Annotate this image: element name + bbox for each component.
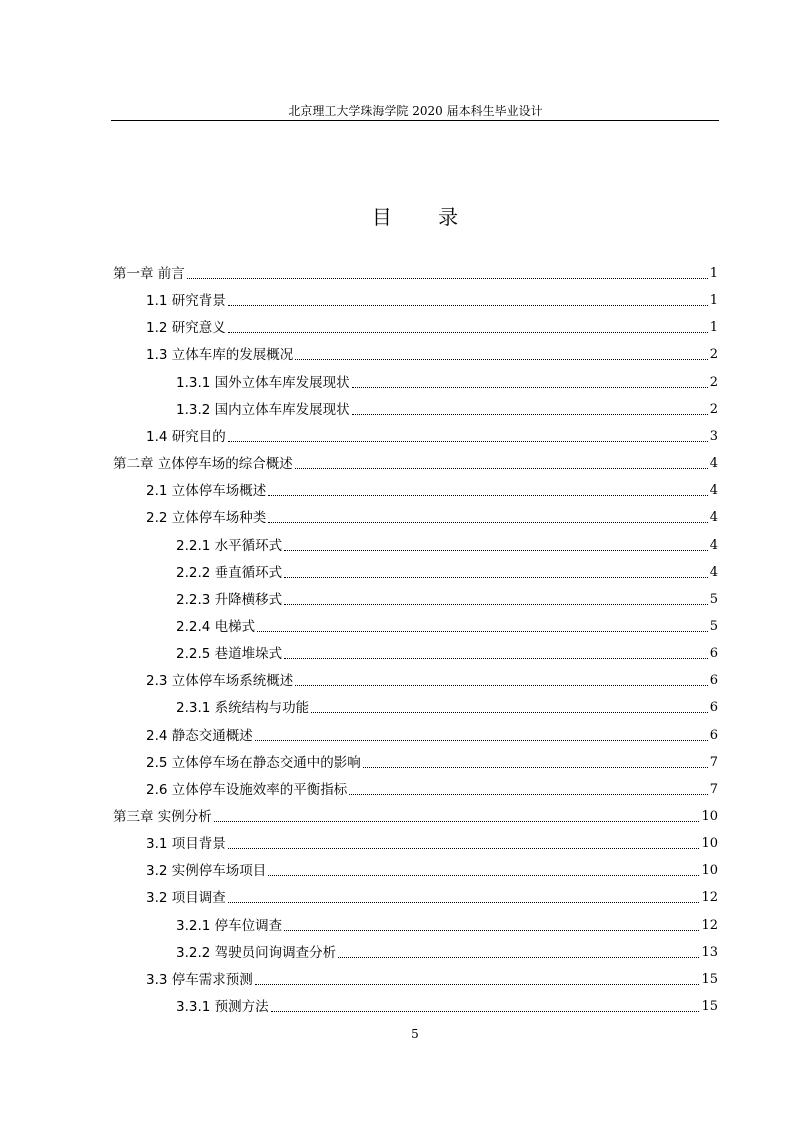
toc-entry-page: 6 bbox=[709, 673, 718, 689]
toc-title: 目 录 bbox=[371, 205, 479, 229]
toc-entry-label: 2.2.4 电梯式 bbox=[176, 618, 256, 635]
toc-entry bbox=[113, 833, 718, 853]
toc-entry-label: 2.1 立体停车场概述 bbox=[146, 483, 267, 500]
toc-entry bbox=[113, 317, 718, 337]
toc-entry-page: 5 bbox=[709, 618, 718, 634]
toc-entry-label: 2.6 立体停车设施效率的平衡指标 bbox=[146, 781, 348, 798]
page-number: 5 bbox=[411, 1027, 419, 1041]
toc-leader-dots bbox=[214, 821, 700, 822]
toc-entry-label: 3.1 项目背景 bbox=[146, 836, 226, 853]
toc-entry-page: 10 bbox=[701, 809, 718, 824]
toc-entry bbox=[113, 752, 718, 772]
toc-entry-label: 2.3.1 系统结构与功能 bbox=[176, 700, 310, 717]
running-header: 北京理工大学珠海学院 2020 届本科生毕业设计 bbox=[288, 104, 543, 118]
toc-leader-dots bbox=[268, 522, 707, 523]
toc-leader-dots bbox=[295, 359, 707, 360]
toc-entry-label: 2.4 静态交通概述 bbox=[146, 727, 253, 744]
toc-leader-dots bbox=[352, 414, 708, 415]
toc-entry bbox=[113, 372, 718, 392]
toc-entry bbox=[113, 643, 718, 663]
toc-leader-dots bbox=[268, 875, 699, 876]
toc-entry-label: 1.3.1 国外立体车库发展现状 bbox=[176, 374, 350, 391]
toc-entry-label: 1.2 研究意义 bbox=[146, 320, 226, 337]
toc-entry-page: 3 bbox=[709, 428, 718, 444]
toc-entry bbox=[113, 562, 718, 582]
toc-entry-label: 1.3.2 国内立体车库发展现状 bbox=[176, 401, 350, 418]
toc-leader-dots bbox=[255, 740, 708, 741]
toc-entry bbox=[113, 697, 718, 717]
toc-entry bbox=[113, 860, 718, 880]
toc-entry-page: 2 bbox=[709, 347, 718, 363]
toc-entry-label: 2.5 立体停车场在静态交通中的影响 bbox=[146, 754, 361, 771]
toc-entry-page: 1 bbox=[709, 320, 718, 336]
toc-entry bbox=[113, 263, 718, 283]
toc-leader-dots bbox=[284, 930, 699, 931]
toc-entry bbox=[113, 453, 718, 473]
toc-entry-label: 第一章 前言 bbox=[113, 266, 185, 282]
toc-entry-page: 2 bbox=[709, 401, 718, 417]
toc-leader-dots bbox=[228, 441, 708, 442]
toc-entry-page: 10 bbox=[701, 836, 718, 852]
toc-entry-label: 3.3.1 预测方法 bbox=[176, 999, 269, 1016]
toc-entry-page: 4 bbox=[709, 483, 718, 499]
toc-entry-label: 3.3 停车需求预测 bbox=[146, 971, 253, 988]
toc-leader-dots bbox=[284, 550, 708, 551]
toc-entry-page: 1 bbox=[709, 266, 718, 281]
toc-leader-dots bbox=[295, 468, 708, 469]
toc-entry-page: 5 bbox=[709, 591, 718, 607]
toc-entry-page: 4 bbox=[709, 537, 718, 553]
header-rule bbox=[111, 120, 719, 121]
toc-entry-label: 2.2.3 升降横移式 bbox=[176, 591, 283, 608]
toc-entry bbox=[113, 670, 718, 690]
toc-leader-dots bbox=[228, 902, 700, 903]
toc-leader-dots bbox=[255, 984, 700, 985]
toc-entry-page: 4 bbox=[709, 564, 718, 580]
toc-entry bbox=[113, 589, 718, 609]
toc-entry-page: 13 bbox=[701, 944, 718, 960]
toc-entry-label: 3.2.2 驾驶员问询调查分析 bbox=[176, 944, 337, 961]
toc-entry-page: 2 bbox=[709, 374, 718, 390]
toc-leader-dots bbox=[271, 1011, 700, 1012]
toc-entry-page: 4 bbox=[709, 510, 718, 526]
toc-entry bbox=[113, 426, 718, 446]
toc-leader-dots bbox=[228, 305, 708, 306]
toc-leader-dots bbox=[352, 387, 708, 388]
toc-leader-dots bbox=[228, 332, 708, 333]
toc-leader-dots bbox=[284, 577, 708, 578]
toc-entry-label: 3.2 项目调查 bbox=[146, 890, 226, 907]
toc-entry-label: 2.2 立体停车场种类 bbox=[146, 510, 267, 527]
toc-entry bbox=[113, 725, 718, 745]
toc-entry bbox=[113, 942, 718, 962]
toc-entry-label: 2.2.5 巷道堆垛式 bbox=[176, 646, 283, 663]
toc-entry bbox=[113, 887, 718, 907]
toc-entry-page: 7 bbox=[709, 781, 718, 797]
toc-entry-page: 6 bbox=[709, 646, 718, 662]
toc-entry bbox=[113, 996, 718, 1016]
toc-entry-page: 12 bbox=[701, 917, 718, 933]
toc-leader-dots bbox=[228, 848, 700, 849]
toc-leader-dots bbox=[295, 685, 707, 686]
toc-entry-label: 2.2.2 垂直循环式 bbox=[176, 564, 283, 581]
toc-entry bbox=[113, 806, 718, 826]
toc-entry-label: 1.4 研究目的 bbox=[146, 428, 226, 445]
toc-entry-page: 10 bbox=[701, 863, 718, 879]
toc-entry bbox=[113, 480, 718, 500]
toc-leader-dots bbox=[311, 712, 708, 713]
toc-entry bbox=[113, 507, 718, 527]
toc-entry-label: 第三章 实例分析 bbox=[113, 809, 212, 825]
toc-entry-label: 第二章 立体停车场的综合概述 bbox=[113, 456, 293, 473]
toc-leader-dots bbox=[284, 604, 708, 605]
toc-entry-page: 1 bbox=[709, 293, 718, 309]
toc-entry-label: 2.3 立体停车场系统概述 bbox=[146, 673, 294, 690]
toc-entry bbox=[113, 399, 718, 419]
toc-entry-page: 4 bbox=[709, 456, 718, 472]
toc-entry-label: 1.1 研究背景 bbox=[146, 293, 226, 310]
toc-entry bbox=[113, 616, 718, 636]
toc-leader-dots bbox=[187, 278, 708, 279]
toc-entry bbox=[113, 915, 718, 935]
toc-entry bbox=[113, 535, 718, 555]
toc-entry-page: 6 bbox=[709, 727, 718, 743]
toc-entry-label: 2.2.1 水平循环式 bbox=[176, 537, 283, 554]
toc-entry-label: 1.3 立体车库的发展概况 bbox=[146, 347, 294, 364]
toc-entry bbox=[113, 969, 718, 989]
toc-entry-page: 7 bbox=[709, 754, 718, 770]
toc-leader-dots bbox=[284, 658, 708, 659]
toc-entry-page: 6 bbox=[709, 700, 718, 716]
toc-entry-label: 3.2 实例停车场项目 bbox=[146, 863, 267, 880]
toc-leader-dots bbox=[349, 794, 707, 795]
toc-leader-dots bbox=[338, 957, 699, 958]
toc-leader-dots bbox=[257, 631, 708, 632]
toc-entry bbox=[113, 290, 718, 310]
toc-entry-page: 15 bbox=[701, 999, 718, 1015]
toc-entry-page: 15 bbox=[701, 971, 718, 987]
toc-entry-label: 3.2.1 停车位调查 bbox=[176, 917, 283, 934]
toc-leader-dots bbox=[363, 767, 708, 768]
toc-entry-page: 12 bbox=[701, 890, 718, 906]
toc-entry bbox=[113, 779, 718, 799]
toc-entry bbox=[113, 344, 718, 364]
toc-leader-dots bbox=[268, 495, 707, 496]
